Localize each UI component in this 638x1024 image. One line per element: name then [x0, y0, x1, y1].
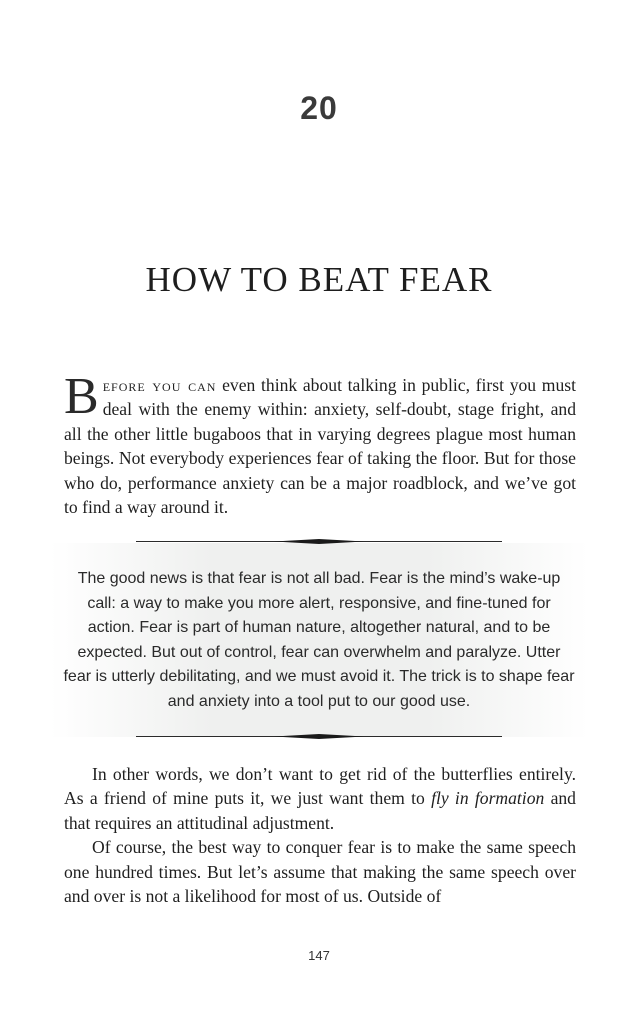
- body-paragraph-1: [64, 762, 576, 835]
- body-p1-text: In other words, we don’t want to get rid of the butterflies entirely. As a friend of mine puts it, we just want them to: [64, 764, 576, 809]
- body-p1-text-end: and that requires an attitudinal adjustment.: [64, 788, 576, 833]
- body-p1-italic: fly in formation: [431, 788, 545, 809]
- pull-quote-text: The good news is that fear is not all bad. Fear is the mind’s wake-up call: a way to make you more alert, responsive, and fine-tuned for action. Fear is part of human nature, altogether natural, and to be expected. But out of control, fear can overwhelm and paralyze. Utter fear is utterly debilitating, and we must avoid it. The trick is to shape fear and anxiety into a tool put to our good use.: [63, 570, 575, 710]
- ornamental-rule-bottom: [136, 734, 502, 740]
- body-text: [64, 762, 576, 908]
- intro-text: even think about talking in public, first you must deal with the enemy within: anxiety, self-doubt, stage fright, and all the other little bugaboos that in varying degrees plague most human beings. Not everybody experiences fear of taking the floor. But for those who do, performance anxiety can be a major roadblock, and we’ve got to find a way around it.: [64, 375, 576, 518]
- intro-paragraph: [64, 368, 576, 519]
- page-number: 147: [308, 948, 330, 963]
- chapter-title: HOW TO BEAT FEAR: [145, 260, 493, 299]
- intro-small-caps: efore you can: [102, 375, 217, 395]
- chapter-number: 20: [300, 90, 338, 126]
- drop-cap: B: [64, 368, 99, 425]
- ornamental-rule-top: [136, 539, 502, 545]
- body-paragraph-2: Of course, the best way to conquer fear is to make the same speech one hundred times. But let’s assume that making the same speech over and over is not a likelihood for most of us. Outside of: [64, 837, 576, 907]
